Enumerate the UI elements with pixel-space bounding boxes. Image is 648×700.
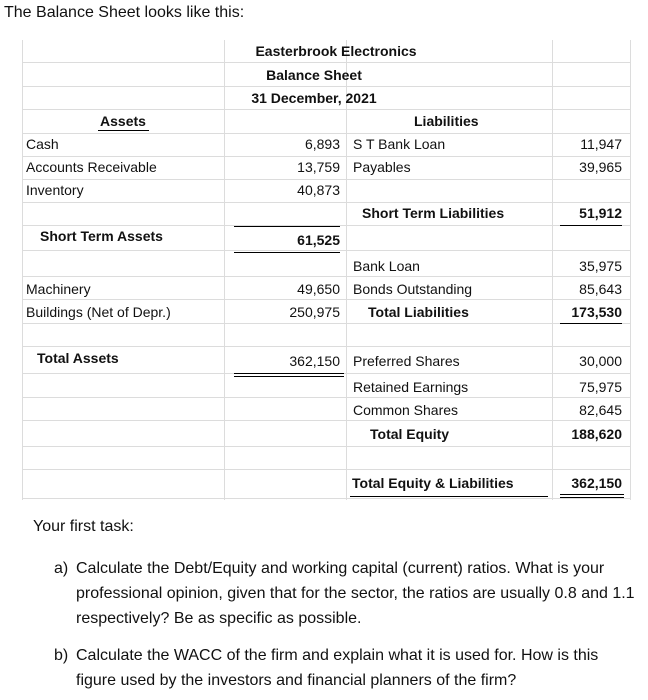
sheet-title: Balance Sheet	[266, 67, 362, 83]
total-liabilities-value: 173,530	[571, 304, 622, 320]
grid-line	[22, 133, 630, 134]
grid-line	[22, 346, 630, 347]
total-equity-liabilities-label: Total Equity & Liabilities	[352, 475, 514, 491]
grid-line	[22, 446, 630, 447]
receivable-label: Accounts Receivable	[26, 159, 157, 175]
st-bank-loan-label: S T Bank Loan	[353, 136, 446, 152]
assets-header: Assets	[100, 113, 146, 129]
short-term-assets-value: 61,525	[297, 232, 340, 248]
inventory-value: 40,873	[297, 182, 340, 198]
grid-line	[22, 202, 630, 203]
question-a-text: Calculate the Debt/Equity and working capital (current) ratios. What is your professional opinion, given that for the sector, the ratios are usually 0.8 and 1.1 respectively? Be as specific as possible.	[76, 560, 635, 627]
payables-label: Payables	[353, 159, 411, 175]
total-equity-value: 188,620	[571, 426, 622, 442]
question-b-label: b)	[54, 647, 69, 664]
total-equity-liabilities-value: 362,150	[571, 475, 622, 491]
grid-line	[22, 250, 630, 251]
grid-line	[22, 323, 630, 324]
total-equity-liabilities-label-underline	[350, 496, 548, 497]
cash-label: Cash	[26, 136, 59, 152]
buildings-label: Buildings (Net of Depr.)	[26, 304, 171, 320]
total-equity-label: Total Equity	[370, 426, 450, 442]
grid-line	[22, 156, 630, 157]
bank-loan-value: 35,975	[579, 258, 622, 274]
grid-line	[22, 276, 630, 277]
payables-value: 39,965	[579, 159, 622, 175]
buildings-value: 250,975	[289, 304, 340, 320]
grid-line	[22, 498, 630, 499]
total-assets-label: Total Assets	[37, 350, 119, 366]
inventory-label: Inventory	[26, 182, 84, 198]
question-a	[54, 556, 644, 631]
liabilities-header: Liabilities	[414, 113, 479, 129]
total-liabilities-label: Total Liabilities	[368, 304, 469, 320]
grid-line	[22, 469, 630, 470]
machinery-value: 49,650	[297, 281, 340, 297]
preferred-label: Preferred Shares	[353, 353, 460, 369]
grid-line	[22, 62, 630, 63]
grid-line	[22, 299, 630, 300]
grid-line	[22, 397, 630, 398]
total-assets-value: 362,150	[289, 353, 340, 369]
preferred-value: 30,000	[579, 353, 622, 369]
common-value: 82,645	[579, 402, 622, 418]
total-equity-liabilities-double-underline	[560, 494, 624, 498]
grid-line	[22, 179, 630, 180]
sheet-date: 31 December, 2021	[251, 90, 377, 106]
assets-underline	[98, 130, 149, 131]
grid-line	[630, 40, 631, 500]
task-heading: Your first task:	[33, 518, 134, 535]
total-liabilities-underline	[560, 323, 622, 324]
question-b-text: Calculate the WACC of the firm and explain what it is used for. How is this figure used by the investors and financial planners of the firm?	[76, 647, 599, 689]
grid-line	[22, 109, 630, 110]
grid-line	[22, 86, 630, 87]
short-term-assets-underline	[234, 226, 340, 227]
grid-line	[22, 420, 630, 421]
bank-loan-label: Bank Loan	[353, 258, 420, 274]
short-term-liabilities-label: Short Term Liabilities	[362, 205, 505, 221]
cash-value: 6,893	[304, 136, 340, 152]
bonds-label: Bonds Outstanding	[353, 281, 473, 297]
short-term-assets-label: Short Term Assets	[40, 228, 163, 244]
retained-label: Retained Earnings	[353, 379, 469, 395]
question-b	[54, 643, 644, 693]
short-term-liabilities-value: 51,912	[579, 205, 622, 221]
total-assets-double-underline	[234, 373, 344, 377]
machinery-label: Machinery	[26, 281, 91, 297]
short-term-liabilities-underline	[560, 225, 622, 226]
short-term-assets-bottom-line	[234, 252, 340, 253]
company-name: Easterbrook Electronics	[255, 43, 417, 59]
common-label: Common Shares	[353, 402, 459, 418]
intro-text: The Balance Sheet looks like this:	[4, 4, 245, 21]
st-bank-loan-value: 11,947	[580, 136, 622, 152]
bonds-value: 85,643	[579, 281, 622, 297]
receivable-value: 13,759	[297, 159, 340, 175]
retained-value: 75,975	[579, 379, 622, 395]
question-a-label: a)	[54, 560, 69, 577]
